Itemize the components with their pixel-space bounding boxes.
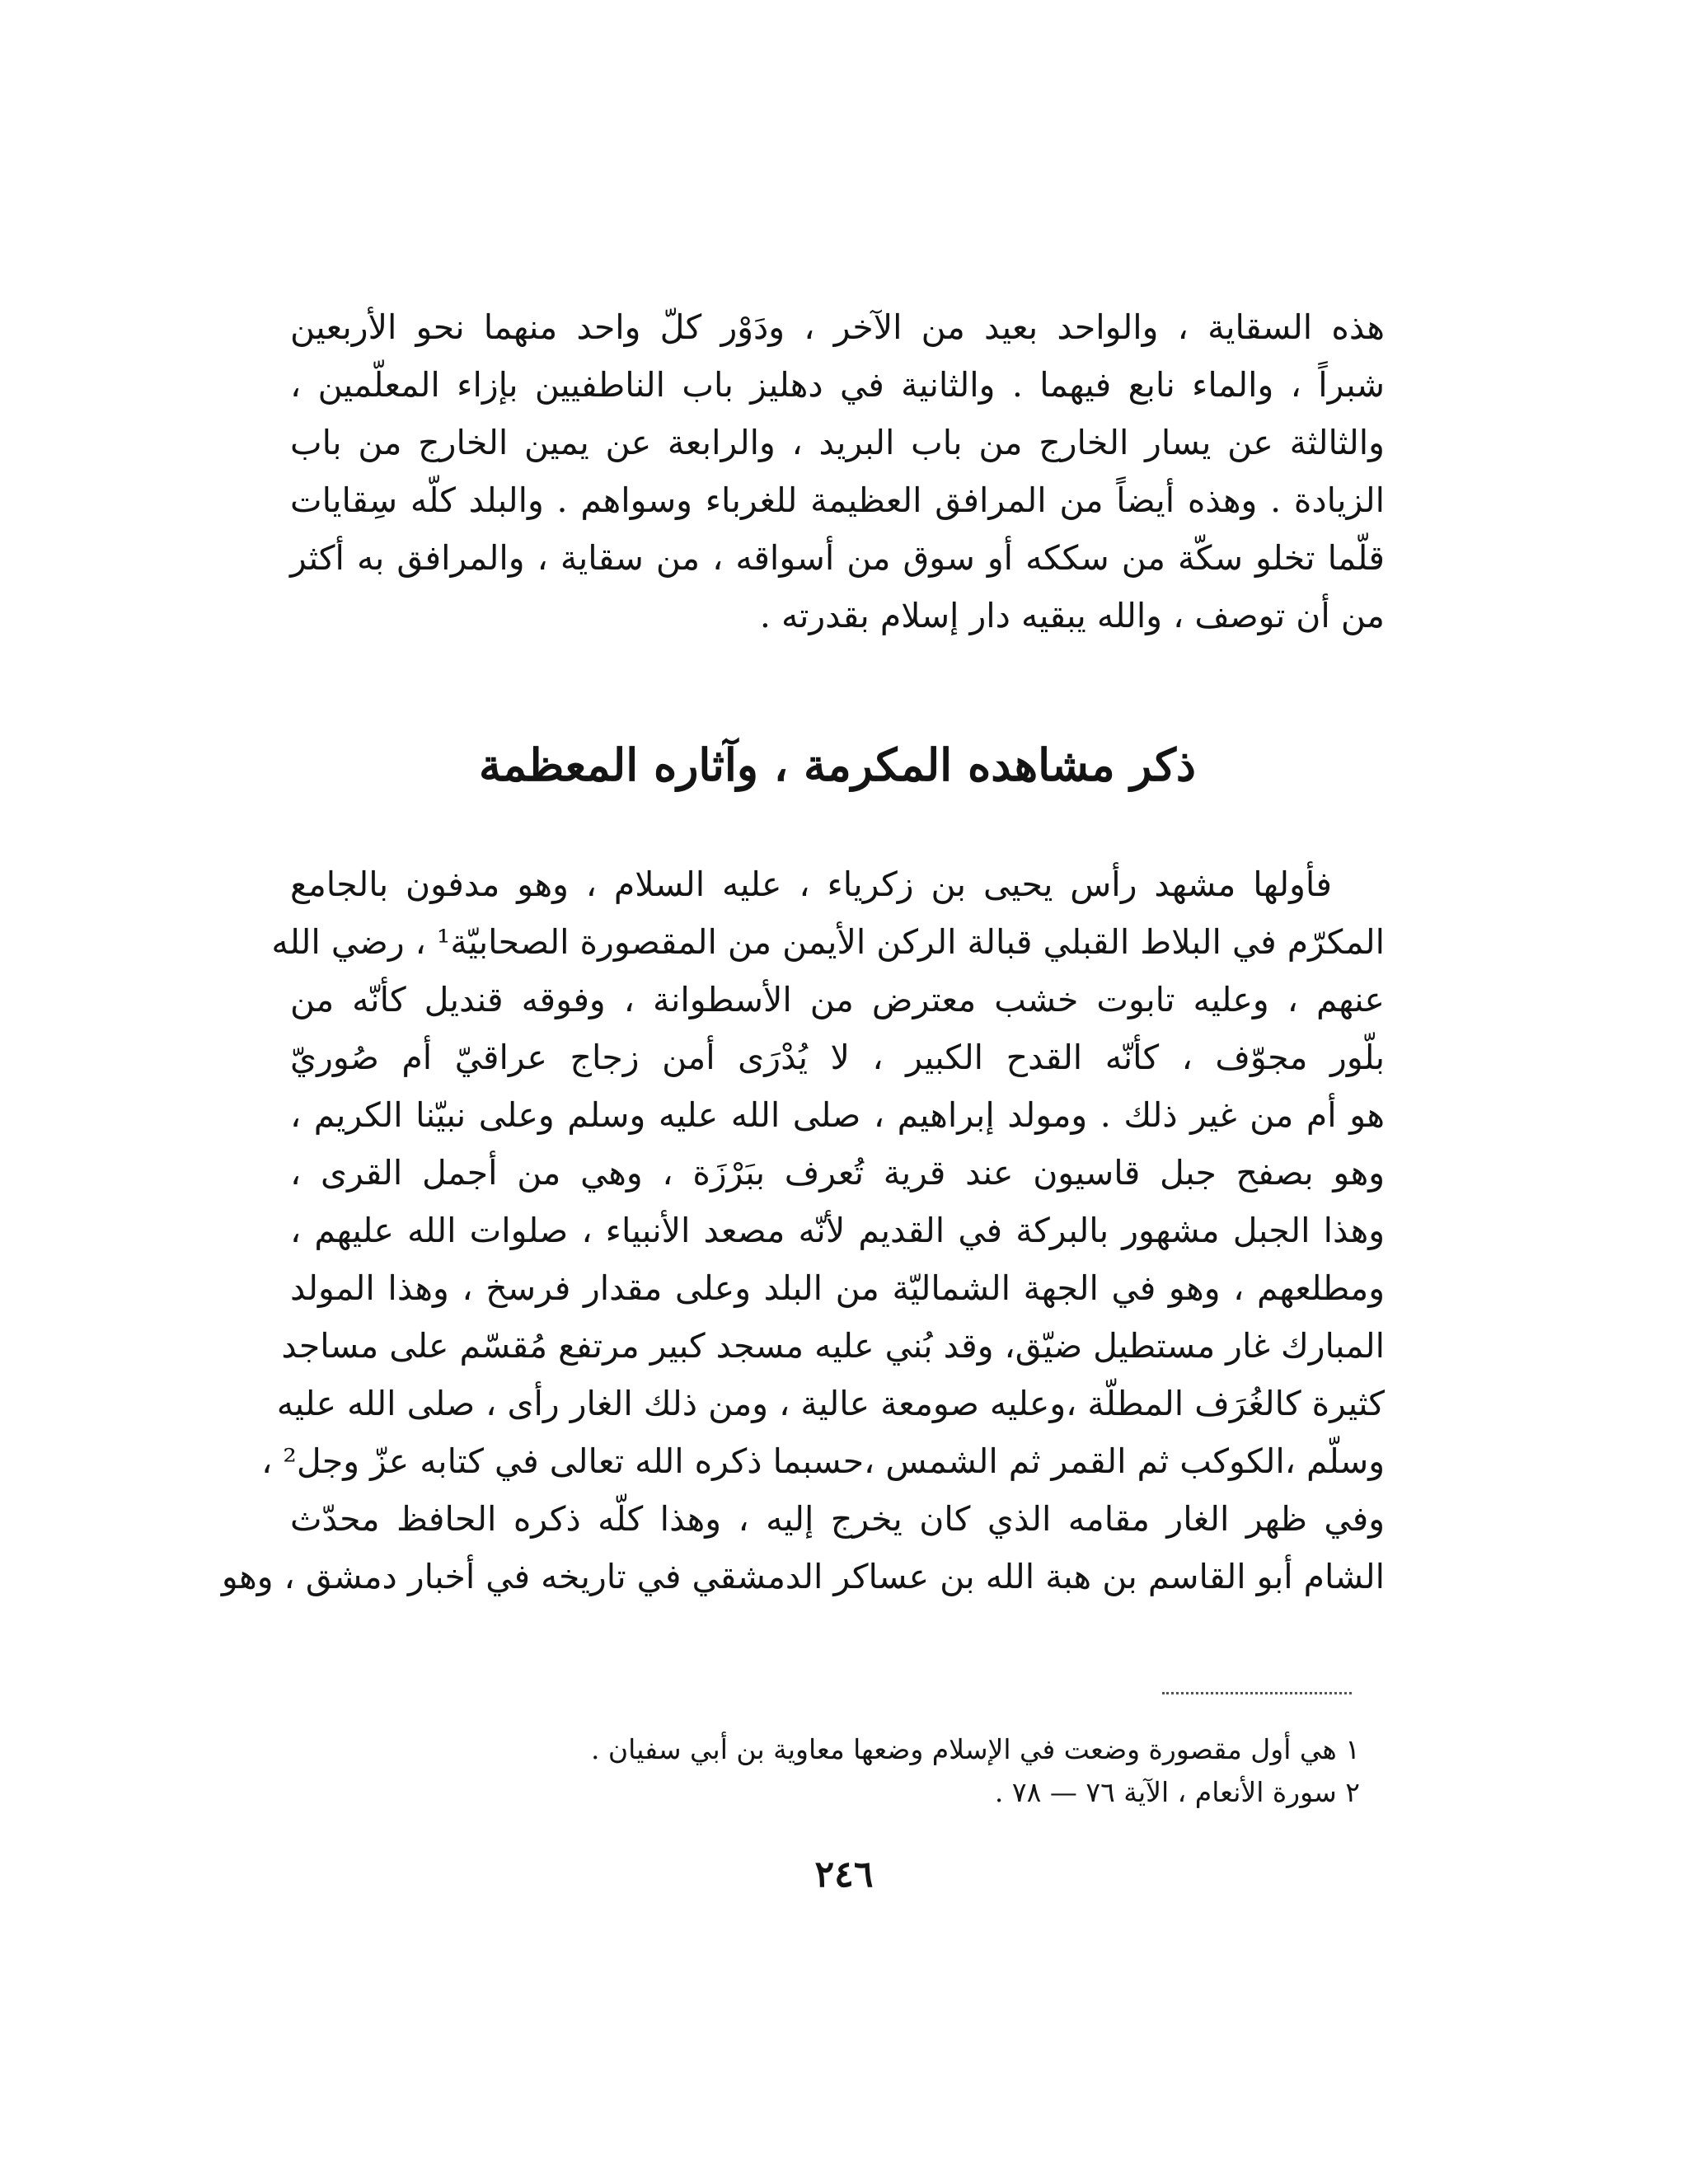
- text-line: وهذا الجبل مشهور بالبركة في القديم لأنّه مصعد الأنبياء ، صلوات الله عليهم ،: [290, 1211, 1385, 1250]
- footnote-1: ١ هي أول مقصورة وضعت في الإسلام وضعها معاوية بن أبي سفيان .: [590, 1733, 1360, 1765]
- text-line: الزيادة . وهذه أيضاً من المرافق العظيمة للغرباء وسواهم . والبلد كلّه سِقايات: [290, 480, 1385, 520]
- text-line: ومطلعهم ، وهو في الجهة الشماليّة من البلد وعلى مقدار فرسخ ، وهذا المولد: [290, 1268, 1385, 1308]
- text-line: فأولها مشهد رأس يحيى بن زكرياء ، عليه السلام ، وهو مدفون بالجامع: [290, 865, 1332, 904]
- text-line: هو أم من غير ذلك . ومولد إبراهيم ، صلى الله عليه وسلم وعلى نبيّنا الكريم ،: [290, 1095, 1385, 1135]
- text-line: شبراً ، والماء نابع فيهما . والثانية في دهليز باب الناطفيين بإزاء المعلّمين ،: [290, 365, 1385, 405]
- text-line: قلّما تخلو سكّة من سككه أو سوق من أسواقه ، من سقاية ، والمرافق به أكثر: [290, 538, 1385, 578]
- text-line: هذه السقاية ، والواحد بعيد من الآخر ، ودَوْر كلّ واحد منهما نحو الأربعين: [290, 307, 1385, 347]
- text-line: وسلّم ،الكوكب ثم القمر ثم الشمس ،حسبما ذكره الله تعالى في كتابه عزّ وجل² ،: [261, 1441, 1385, 1481]
- text-line: الشام أبو القاسم بن هبة الله بن عساكر الدمشقي في تاريخه في أخبار دمشق ، وهو: [221, 1557, 1385, 1596]
- page-number: ٢٤٦: [814, 1854, 874, 1896]
- footnote-separator: [1162, 1692, 1352, 1694]
- text-line: كثيرة كالغُرَف المطلّة ،وعليه صومعة عالية ، ومن ذلك الغار رأى ، صلى الله عليه: [276, 1384, 1385, 1423]
- text-line: المكرّم في البلاط القبلي قبالة الركن الأيمن من المقصورة الصحابيّة¹ ، رضي الله: [271, 922, 1385, 962]
- text-line: وفي ظهر الغار مقامه الذي كان يخرج إليه ، وهذا كلّه ذكره الحافظ محدّث: [290, 1499, 1385, 1539]
- footnote-2: ٢ سورة الأنعام ، الآية ٧٦ — ٧٨ .: [994, 1776, 1360, 1808]
- paragraph-2: [221, 855, 1385, 1605]
- text-line: وهو بصفح جبل قاسيون عند قرية تُعرف ببَرْزَة ، وهي من أجمل القرى ،: [290, 1153, 1385, 1193]
- section-heading: ذكر مشاهده المكرمة ، وآثاره المعظمة: [479, 738, 1196, 791]
- text-line: عنهم ، وعليه تابوت خشب معترض من الأسطوانة ، وفوقه قنديل كأنّه من: [290, 980, 1385, 1019]
- paragraph-1: [290, 298, 1385, 644]
- text-line: من أن توصف ، والله يبقيه دار إسلام بقدرته .: [759, 596, 1385, 635]
- text-line: المبارك غار مستطيل ضيّق، وقد بُني عليه مسجد كبير مرتفع مُقسّم على مساجد: [281, 1326, 1385, 1366]
- text-line: بلّور مجوّف ، كأنّه القدح الكبير ، لا يُدْرَى أمن زجاج عراقيّ أم صُوريّ: [290, 1038, 1385, 1077]
- text-line: والثالثة عن يسار الخارج من باب البريد ، والرابعة عن يمين الخارج من باب: [290, 423, 1385, 462]
